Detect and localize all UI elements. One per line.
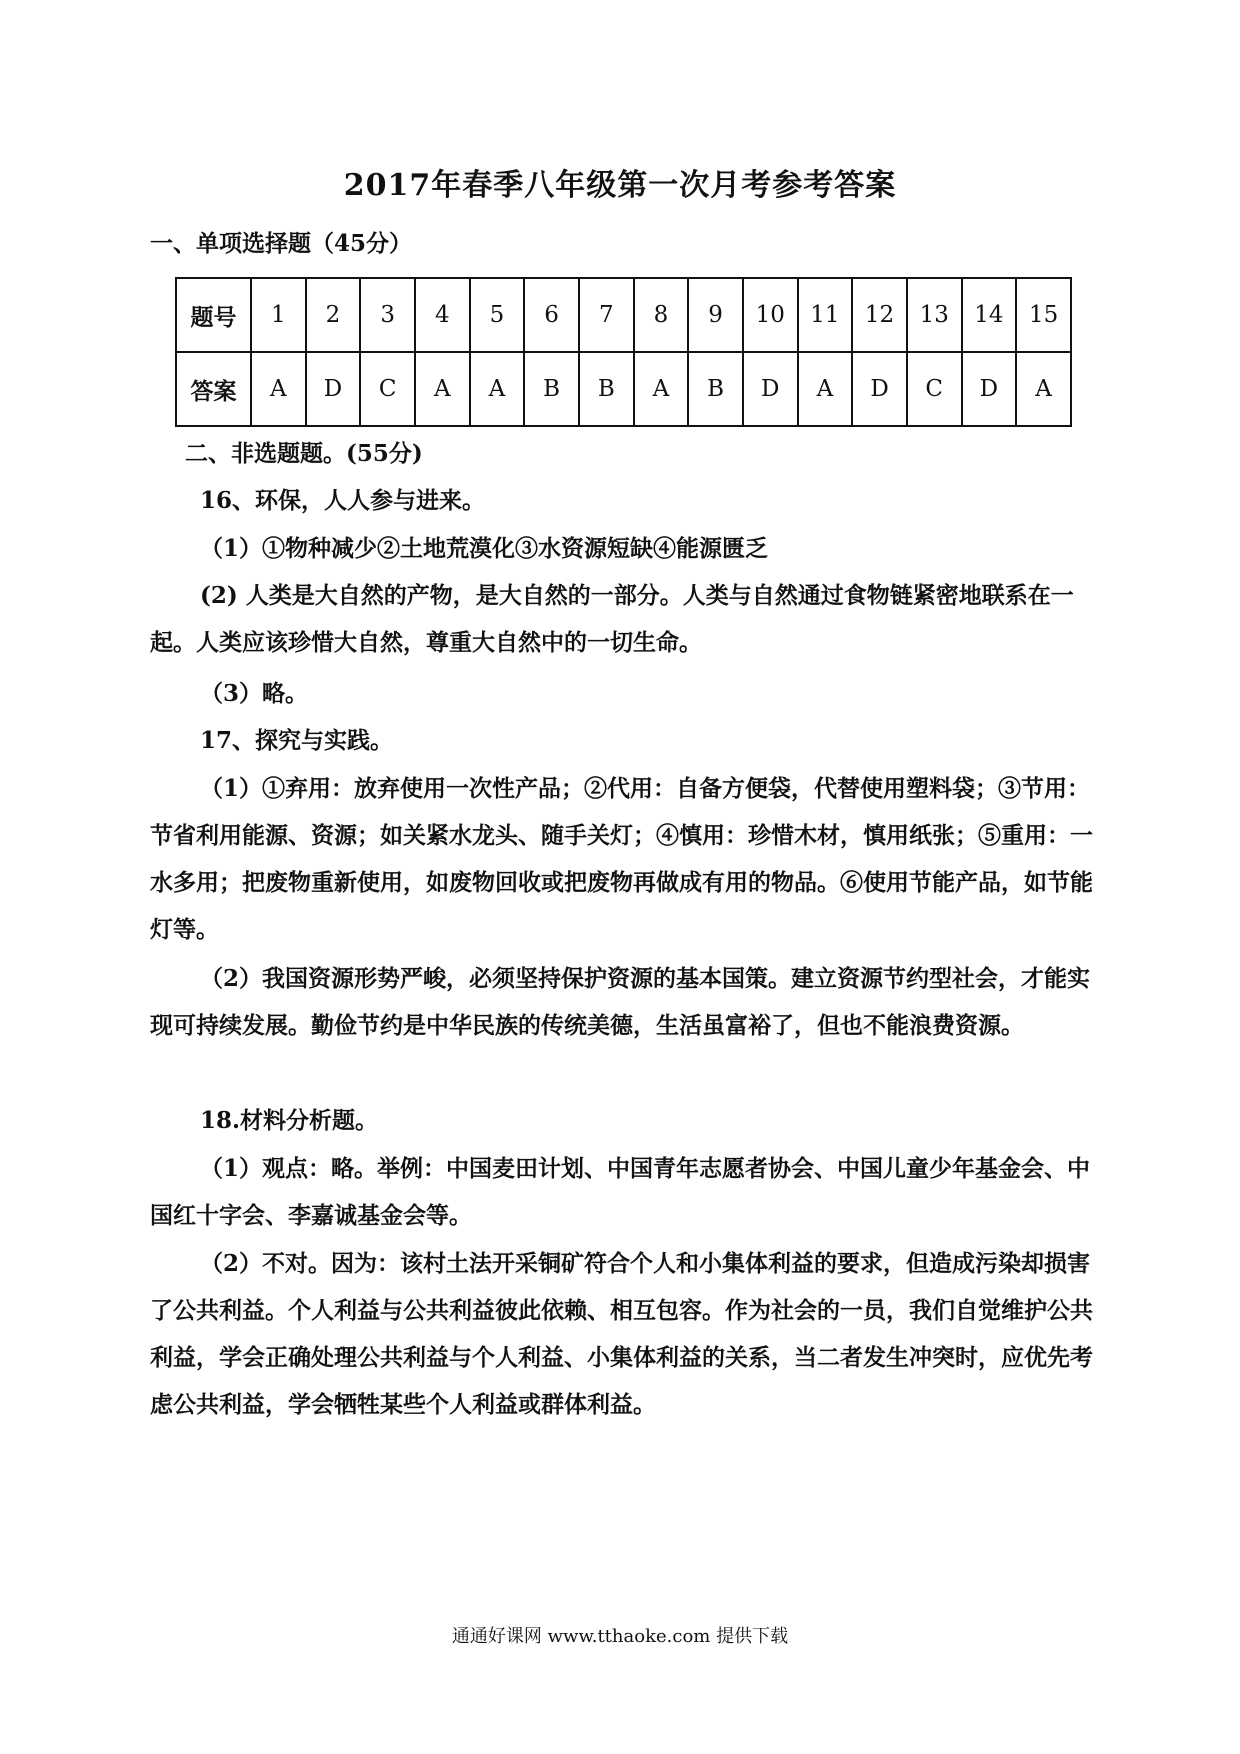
answer-cell: B	[579, 352, 634, 426]
question-number: 7	[579, 278, 634, 352]
section-heading-multiple-choice: 一、单项选择题（45分）	[150, 230, 413, 257]
question-number: 3	[360, 278, 415, 352]
answer-cell: C	[907, 352, 962, 426]
question-number: 11	[798, 278, 853, 352]
answer-table	[175, 277, 1072, 427]
answer-cell: D	[852, 352, 907, 426]
question-16-title: 16、环保，人人参与进来。	[200, 487, 486, 514]
question-16-answer-3: （3）略。	[200, 680, 309, 707]
question-16-answer-1: （1）①物种减少②土地荒漠化③水资源短缺④能源匮乏	[200, 535, 769, 562]
question-number: 5	[470, 278, 525, 352]
question-17-answer-2: （2）我国资源形势严峻，必须坚持保护资源的基本国策。建立资源节约型社会，才能实现可持续发展。勤俭节约是中华民族的传统美德，生活虽富裕了，但也不能浪费资源。	[150, 965, 1091, 1039]
question-17-title: 17、探究与实践。	[200, 727, 394, 754]
row-header-number: 题号	[176, 278, 251, 352]
question-number: 15	[1016, 278, 1071, 352]
answer-cell: C	[360, 352, 415, 426]
question-17-answer-1: （1）①弃用：放弃使用一次性产品；②代用：自备方便袋，代替使用塑料袋；③节用：节省利用能源、资源；如关紧水龙头、随手关灯；④慎用：珍惜木材，慎用纸张；⑤重用：一水多用；把废物重新使用，如废物回收或把废物再做成有用的物品。⑥使用节能产品，如节能灯等。	[150, 775, 1093, 943]
question-16-answer-2: (2) 人类是大自然的产物，是大自然的一部分。人类与自然通过食物链紧密地联系在一起。人类应该珍惜大自然，尊重大自然中的一切生命。	[150, 582, 1074, 656]
answer-cell: A	[1016, 352, 1071, 426]
question-number: 10	[743, 278, 798, 352]
answer-row	[176, 352, 1071, 426]
answer-cell: B	[688, 352, 743, 426]
answer-cell: D	[962, 352, 1017, 426]
question-number-row	[176, 278, 1071, 352]
section-heading-non-choice: 二、非选题题。(55分)	[185, 440, 423, 467]
answer-cell: B	[524, 352, 579, 426]
answer-cell: A	[470, 352, 525, 426]
question-number: 9	[688, 278, 743, 352]
question-18-answer-2: （2）不对。因为：该村土法开采铜矿符合个人和小集体利益的要求，但造成污染却损害了公共利益。个人利益与公共利益彼此依赖、相互包容。作为社会的一员，我们自觉维护公共利益，学会正确处理公共利益与个人利益、小集体利益的关系，当二者发生冲突时，应优先考虑公共利益，学会牺牲某些个人利益或群体利益。	[150, 1250, 1093, 1418]
answer-cell: D	[306, 352, 361, 426]
answer-cell: D	[743, 352, 798, 426]
question-number: 4	[415, 278, 470, 352]
page-title: 2017年春季八年级第一次月考参考答案	[343, 168, 897, 203]
answer-cell: A	[634, 352, 689, 426]
question-number: 8	[634, 278, 689, 352]
question-number: 6	[524, 278, 579, 352]
row-header-answer: 答案	[176, 352, 251, 426]
question-number: 14	[962, 278, 1017, 352]
question-number: 12	[852, 278, 907, 352]
answer-cell: A	[798, 352, 853, 426]
question-18-title: 18.材料分析题。	[200, 1107, 379, 1134]
question-number: 2	[306, 278, 361, 352]
footer-source: 通通好课网 www.tthaoke.com 提供下载	[451, 1626, 789, 1647]
answer-cell: A	[251, 352, 306, 426]
answer-cell: A	[415, 352, 470, 426]
question-number: 1	[251, 278, 306, 352]
question-number: 13	[907, 278, 962, 352]
question-18-answer-1: （1）观点：略。举例：中国麦田计划、中国青年志愿者协会、中国儿童少年基金会、中国红十字会、李嘉诚基金会等。	[150, 1155, 1091, 1229]
